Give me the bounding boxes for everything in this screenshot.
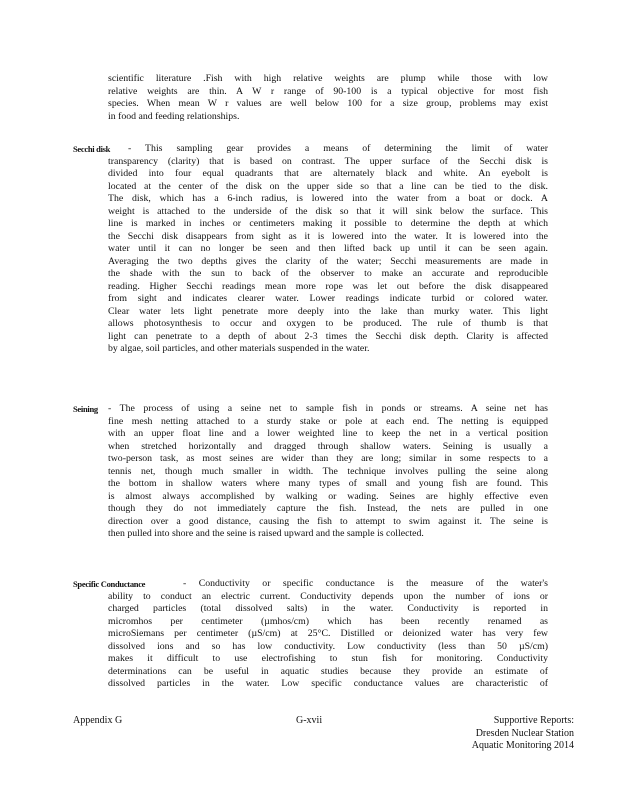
secchi-line: line is marked in inches or centimeters making it possible to determine the depth at which: [108, 218, 548, 229]
secchi-line: the shade with the sun to back of the observer to make an accurate and reproducible: [108, 268, 548, 279]
intro-line: relative weights are thin. A W r range of 90-100 is a typical objective for most fish: [108, 85, 548, 97]
seining-term: Seining: [73, 404, 98, 414]
intro-line: species. When mean W r values are well below 100 for a size group, problems may exist: [108, 98, 548, 109]
conductance-line: microSiemans per centimeter (µS/cm) at 25°C. Distilled or deionized water has very few: [108, 628, 548, 639]
seining-line: two-person task, as most seines are wider than they are long; similar in some respects to a: [108, 453, 548, 464]
secchi-line: transparency (clarity) that is based on contrast. The upper surface of the Secchi disk is: [108, 155, 548, 167]
secchi-disk-definition: [108, 143, 548, 356]
seining-line: fine mesh netting attached to a sturdy stake or pole at each end. The netting is equipped: [108, 415, 548, 427]
intro-line: scientific literature .Fish with high relative weights are plump while those with low: [108, 73, 548, 84]
seining-line: the bottom in shallow waters where many types of small and young fish are found. This: [108, 478, 548, 489]
secchi-line: water until it can no longer be seen and then lifted back up until it can be seen again.: [108, 243, 548, 254]
secchi-line: from sight and indicates clearer water. Lower readings indicate turbid or colored water.: [108, 293, 548, 304]
intro-line: in food and feeding relationships.: [108, 110, 240, 122]
specific-conductance-definition: [108, 578, 548, 691]
seining-line: though they do not immediately capture the fish. Instead, the nets are pulled in one: [108, 503, 548, 514]
specific-conductance-term: Specific Conductance: [73, 579, 146, 589]
seining-line: with an upper float line and a lower weighted line to keep the net in a vertical position: [108, 428, 548, 439]
secchi-line: - This sampling gear provides a means of determining the limit of water: [128, 143, 548, 154]
footer-report-line: Dresden Nuclear Station: [475, 727, 574, 739]
footer-report-line: Supportive Reports:: [493, 715, 574, 726]
secchi-line: the Secchi disk disappears from sight as it is lowered into the water. It is lowered into the: [108, 230, 548, 242]
seining-line: is almost always accomplished by walking or wading. Seines are highly effective even: [108, 490, 548, 502]
conductance-line: dissolved particles in the water. Low specific conductance values are characteristic of: [108, 678, 548, 689]
secchi-line: Clear water lets light penetrate more deeply into the lake than murky water. This light: [108, 305, 548, 317]
footer-report-line: Aquatic Monitoring 2014: [471, 740, 574, 751]
secchi-disk-term: Secchi disk: [73, 144, 111, 154]
secchi-line: located at the center of the disk on the upper side so that a line can be tied to the disk.: [108, 180, 548, 192]
conductance-line: dissolved ions and so has low conductivity. Low conductivity (less than 50 µS/cm): [108, 640, 548, 652]
seining-line: direction over a good distance, causing the fish to attempt to swim against it. The seine is: [108, 515, 548, 527]
seining-line: tennis net, though much smaller in width. The technique involves pulling the seine along: [108, 465, 548, 477]
conductance-line: micromhos per centimeter (µmhos/cm) which has been recently renamed as: [108, 615, 548, 627]
secchi-line: reading. Higher Secchi readings mean more rope was let out before the disk disappeared: [108, 280, 548, 292]
seining-definition: [108, 403, 548, 541]
footer-page-number: G-xvii: [296, 715, 323, 726]
intro-paragraph: [108, 73, 548, 123]
secchi-line: by algae, soil particles, and other materials suspended in the water.: [108, 343, 370, 354]
conductance-line: determinations can be useful in aquatic studies because they provide an estimate of: [108, 665, 548, 677]
secchi-line: Averaging the two depths gives the clarity of the water; Secchi measurements are made in: [108, 255, 548, 267]
seining-line: then pulled into shore and the seine is raised upward and the sample is collected.: [108, 528, 424, 539]
footer-appendix-label: Appendix G: [73, 715, 123, 726]
conductance-line: charged particles (total dissolved salts) in the water. Conductivity is reported in: [108, 603, 548, 614]
secchi-line: light can penetrate to a depth of about 2-3 times the Secchi disk depth. Clarity is affected: [108, 330, 548, 342]
secchi-line: The disk, which has a 6-inch radius, is lowered into the water from a boat or dock. A: [108, 193, 548, 204]
conductance-line: - Conductivity or specific conductance is the measure of the water's: [183, 578, 548, 589]
conductance-line: ability to conduct an electric current. Conductivity depends upon the number of ions or: [108, 590, 548, 602]
secchi-line: allows photosynthesis to occur and oxygen to be produced. The rule of thumb is that: [108, 318, 548, 329]
seining-line: when stretched horizontally and dragged through shallow waters. Seining is usually a: [108, 440, 548, 452]
footer-report-info: [444, 715, 574, 753]
conductance-line: makes it difficult to use electrofishing to stun fish for monitoring. Conductivity: [108, 653, 548, 664]
seining-line: - The process of using a seine net to sample fish in ponds or streams. A seine net has: [108, 403, 548, 414]
secchi-line: divided into four equal quadrants that are alternately black and white. An eyebolt is: [108, 168, 548, 179]
secchi-line: weight is attached to the underside of the disk so that it will sink below the surface. This: [108, 205, 548, 217]
